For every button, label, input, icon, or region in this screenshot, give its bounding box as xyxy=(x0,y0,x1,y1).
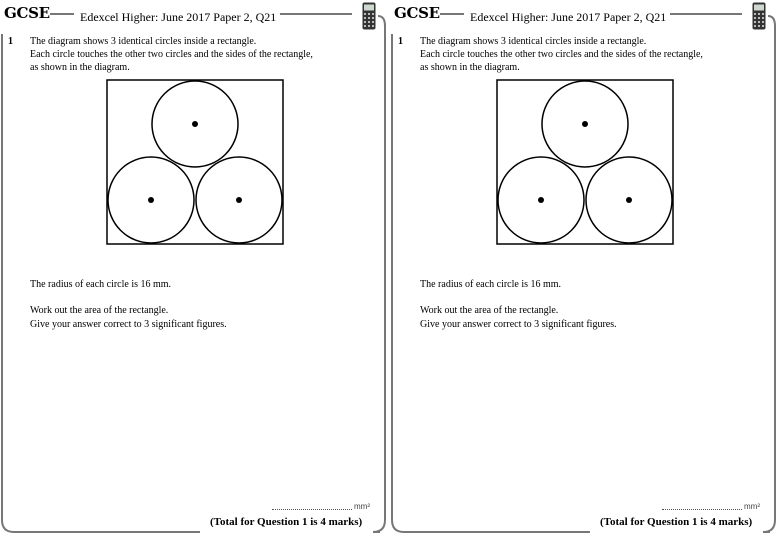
question-card-left xyxy=(0,0,388,540)
circles-diagram xyxy=(104,78,286,248)
question-text xyxy=(30,35,360,74)
rectangle xyxy=(107,80,283,244)
answer-dotted-line[interactable] xyxy=(662,509,742,510)
centre-dot xyxy=(236,197,242,203)
total-marks: (Total for Question 1 is 4 marks) xyxy=(600,516,753,528)
question-text xyxy=(420,35,750,74)
centre-dot xyxy=(148,197,154,203)
calculator-icon xyxy=(362,2,376,30)
brand-logo: GCSE xyxy=(394,4,440,22)
centre-dot xyxy=(192,121,198,127)
answer-unit: mm² xyxy=(354,502,370,511)
task-line: Work out the area of the rectangle. xyxy=(420,305,559,316)
centre-dot xyxy=(538,197,544,203)
question-line: The diagram shows 3 identical circles inside a rectangle. xyxy=(420,36,647,47)
question-line: as shown in the diagram. xyxy=(420,62,520,73)
radius-statement: The radius of each circle is 16 mm. xyxy=(420,279,562,290)
answer-dotted-line[interactable] xyxy=(272,509,352,510)
paper-header: Edexcel Higher: June 2017 Paper 2, Q21 xyxy=(80,10,277,24)
brand-logo: GCSE xyxy=(4,4,50,22)
circles-diagram xyxy=(494,78,676,248)
radius-statement: The radius of each circle is 16 mm. xyxy=(30,279,172,290)
question-number: 1 xyxy=(8,36,13,47)
question-line: Each circle touches the other two circles and the sides of the rectangle, xyxy=(30,49,313,60)
task-text xyxy=(420,304,617,332)
question-card-right xyxy=(390,0,778,540)
task-line: Work out the area of the rectangle. xyxy=(30,305,169,316)
question-line: The diagram shows 3 identical circles inside a rectangle. xyxy=(30,36,257,47)
paper-header: Edexcel Higher: June 2017 Paper 2, Q21 xyxy=(470,10,667,24)
centre-dot xyxy=(582,121,588,127)
task-line: Give your answer correct to 3 significant figures. xyxy=(30,319,227,330)
answer-line[interactable] xyxy=(662,503,772,515)
total-marks: (Total for Question 1 is 4 marks) xyxy=(210,516,363,528)
question-line: Each circle touches the other two circles and the sides of the rectangle, xyxy=(420,49,703,60)
task-text xyxy=(30,304,227,332)
centre-dot xyxy=(626,197,632,203)
answer-line[interactable] xyxy=(272,503,382,515)
question-number: 1 xyxy=(398,36,403,47)
task-line: Give your answer correct to 3 significant figures. xyxy=(420,319,617,330)
calculator-icon xyxy=(752,2,766,30)
rectangle xyxy=(497,80,673,244)
answer-unit: mm² xyxy=(744,502,760,511)
question-line: as shown in the diagram. xyxy=(30,62,130,73)
